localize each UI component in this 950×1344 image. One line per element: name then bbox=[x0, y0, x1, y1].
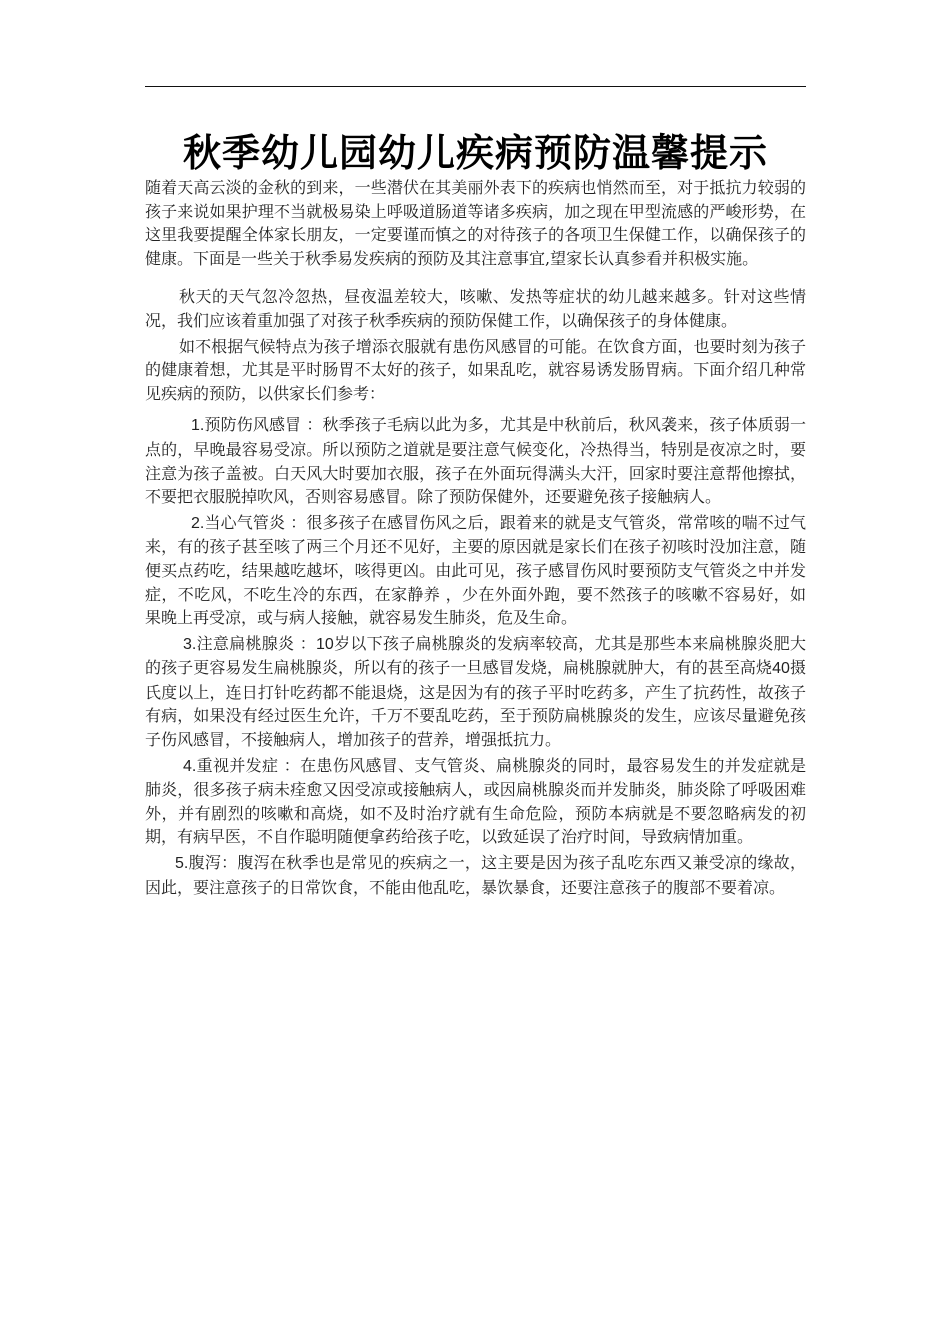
paragraph-clothing: 如不根据气候特点为孩子增添衣服就有患伤风感冒的可能。在饮食方面，也要时刻为孩子的健康着想，尤其是平时肠胃不太好的孩子，如果乱吃，就容易诱发肠胃病。下面介绍几种常见疾病的预防，以供家长们参考： bbox=[145, 336, 806, 403]
item-number: 1. bbox=[191, 417, 205, 435]
item-tonsillitis bbox=[145, 632, 806, 752]
item-text: 岁以下孩子扁桃腺炎的发病率较高，尤其是那些本来扁桃腺炎肥大的孩子更容易发生扁桃腺炎，所以有的孩子一旦感冒发烧，扁桃腺就肿大，有的甚至高烧 bbox=[145, 633, 806, 678]
paragraph-weather: 秋天的天气忽冷忽热，昼夜温差较大，咳嗽、发热等症状的幼儿越来越多。针对这些情况，我们应该着重加强了对孩子秋季疾病的预防保健工作，以确保孩子的身体健康。 bbox=[145, 287, 806, 330]
item-heading: 重视并发症 ： bbox=[196, 755, 301, 775]
item-number: 5. bbox=[175, 855, 189, 873]
item-number: 3. bbox=[183, 635, 197, 653]
item-bronchitis bbox=[145, 511, 806, 630]
intro-paragraph: 随着天高云淡的金秋的到来，一些潜伏在其美丽外表下的疾病也悄然而至，对于抵抗力较弱的孩子来说如果护理不当就极易染上呼吸道肠道等诸多疾病，加之现在甲型流感的严峻形势，在这里我要提醒全体家长朋友，一定要谨而慎之的对待孩子的各项卫生保健工作，以确保孩子的健康。下面是一些关于秋季易发疾病的预防及其注意事宜,望家长认真参看并积极实施。 bbox=[145, 178, 806, 268]
item-age-number: 10 bbox=[315, 635, 334, 653]
item-heading: 注意扁桃腺炎 ： bbox=[196, 633, 316, 653]
item-number: 4. bbox=[183, 757, 197, 775]
item-text: 很多孩子在感冒伤风之后，跟着来的就是支气管炎，常常咳的喘不过气来，有的孩子甚至咳了两三个月还不见好，主要的原因就是家长们在孩子初咳时没加注意，随便买点药吃，结果越吃越坏，咳得更凶。由此可见，孩子感冒伤风时要预防支气管炎之中并发症，不吃风，不吃生冷的东西，在家静养 ，少在外面外跑，要不然孩子的咳嗽不容易好，如果晚上再受凉，或与病人接触，就容易发生肺炎，危及生命。 bbox=[145, 512, 806, 628]
item-number: 2. bbox=[191, 514, 205, 532]
item-diarrhea bbox=[145, 851, 806, 899]
item-heading: 当心气管炎 ： bbox=[204, 512, 307, 532]
document-body bbox=[145, 176, 806, 899]
item-heading: 预防伤风感冒 ： bbox=[204, 415, 323, 435]
item-text: 在患伤风感冒、支气管炎、扁桃腺炎的同时，最容易发生的并发症就是肺炎，很多孩子病未痊愈又因受凉或接触病人，或因扁桃腺炎而并发肺炎，肺炎除了呼吸困难外，并有剧烈的咳嗽和高烧，如不及时治疗就有生命危险，预防本病就是不要忽略病发的初期，有病早医，不自作聪明随便拿药给孩子吃，以致延误了治疗时间，导致病情加重。 bbox=[145, 755, 806, 847]
item-heading: 腹泻： bbox=[188, 853, 238, 873]
item-text: 腹泻在秋季也是常见的疾病之一，这主要是因为孩子乱吃东西又兼受凉的缘故，因此，要注意孩子的日常饮食，不能由他乱吃，暴饮暴食，还要注意孩子的腹部不要着凉。 bbox=[145, 853, 806, 897]
item-text: 秋季孩子毛病以此为多，尤其是中秋前后，秋风袭来，孩子体质弱一点的，早晚最容易受凉。所以预防之道就是要注意气候变化，冷热得当，特别是夜凉之时，要注意为孩子盖被。白天风大时要加衣服，孩子在外面玩得满头大汗，回家时要注意帮他擦拭，不要把衣服脱掉吹风，否则容易感冒。除了预防保健外，还要避免孩子接触病人。 bbox=[145, 415, 806, 507]
page-title: 秋季幼儿园幼儿疾病预防温馨提示 bbox=[182, 131, 768, 175]
item-cold-prevention bbox=[145, 413, 806, 508]
item-complications bbox=[145, 754, 806, 849]
item-text-continued: 摄氏度以上，连日打针吃药都不能退烧，这是因为有的孩子平时吃药多，产生了抗药性，故孩子有病，如果没有经过医生允许，千万不要乱吃药，至于预防扁桃腺炎的发生，应该尽量避免孩子伤风感冒，不接触病人，增加孩子的营养，增强抵抗力。 bbox=[145, 658, 806, 750]
header-rule bbox=[145, 86, 806, 87]
item-temperature-number: 40 bbox=[772, 660, 790, 678]
